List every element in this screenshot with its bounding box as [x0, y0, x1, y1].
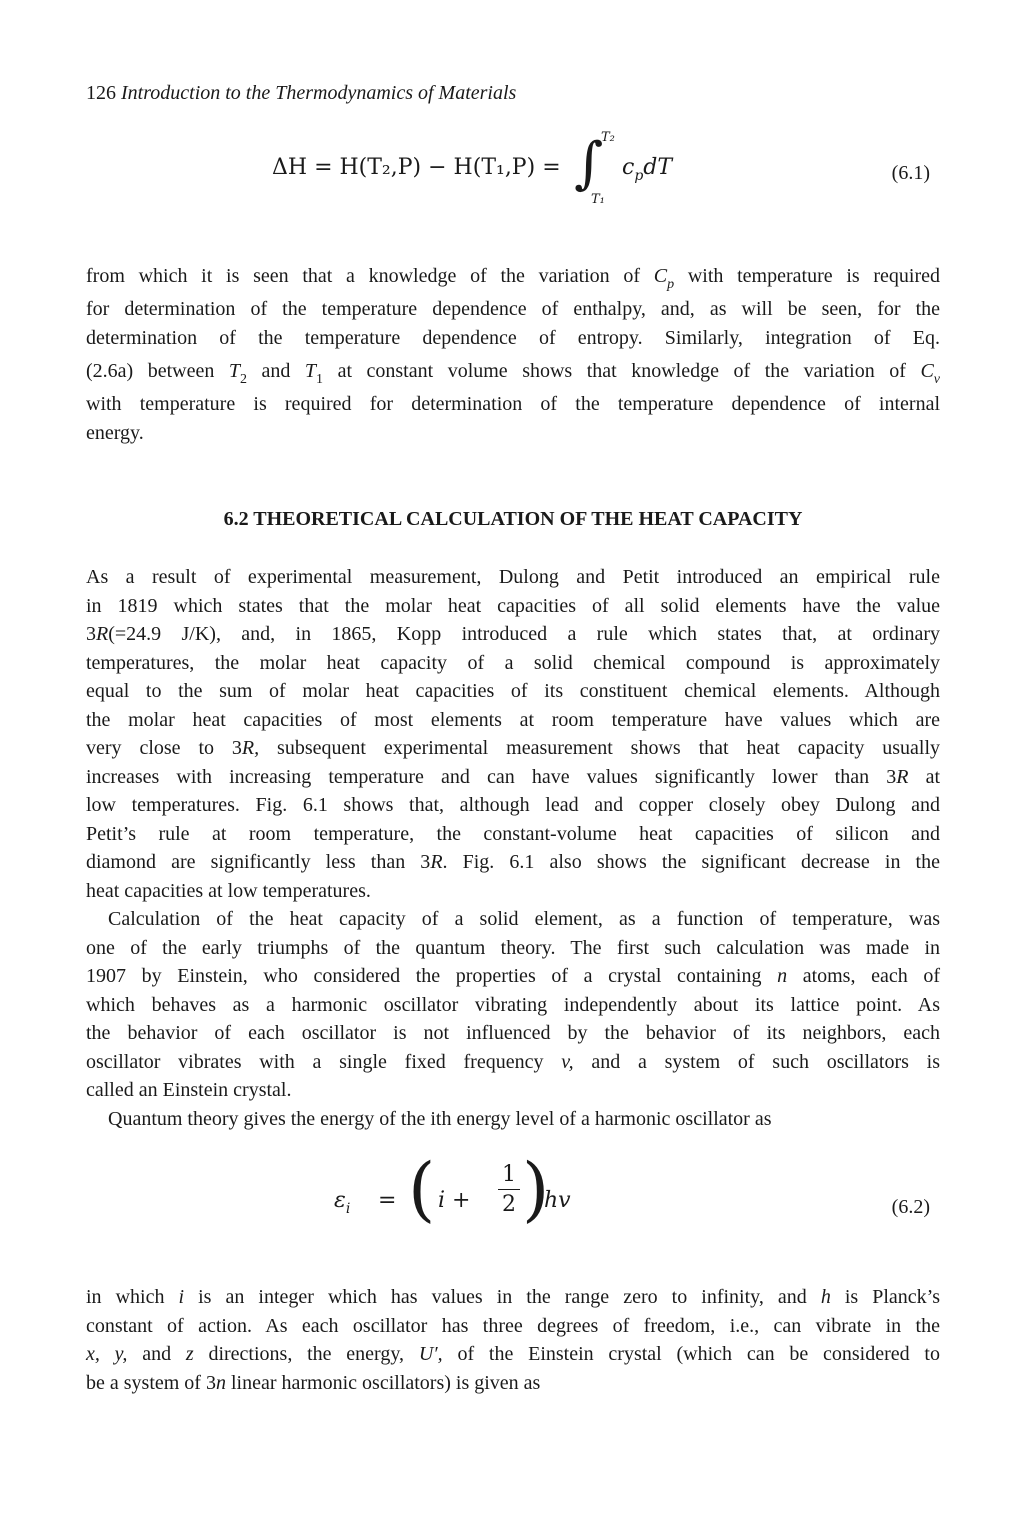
equation-6-1-lhs: ΔH = H(T₂,P) − H(T₁,P) = [272, 155, 561, 180]
fraction-bar [498, 1189, 520, 1190]
book-title: Introduction to the Thermodynamics of Materials [121, 82, 517, 104]
left-paren-icon: ( [408, 1148, 436, 1230]
integral-sign-icon: ∫ [574, 131, 604, 196]
integrand-subscript: p [634, 168, 644, 184]
paragraph-3: in which i is an integer which has values in the range zero to infinity, and h is Planck’s constant of action. As each oscillator has three degrees of freedom, i.e., can vibrate in the x, y, and z directions, the energy, U′, of the Einstein crystal (which can be considered to be a system of 3n linear harmonic oscillators) is given as [86, 1286, 940, 1394]
epsilon-subscript: i [345, 1201, 351, 1217]
fraction-one-half [494, 1162, 524, 1217]
integrand [622, 155, 673, 184]
equation-6-1 [86, 130, 940, 210]
fraction-denominator: 2 [502, 1192, 516, 1217]
index-term: i + [438, 1188, 471, 1213]
epsilon-symbol [334, 1188, 351, 1217]
integrand-symbol: c [622, 155, 635, 180]
right-paren-icon: ) [522, 1148, 550, 1230]
equation-number: (6.2) [891, 1196, 930, 1218]
running-head [86, 80, 516, 106]
paragraph-1: from which it is seen that a knowledge of the variation of $C_p$ with temperature is required for determination of the temperature dependence of enthalpy, and, as will be seen, for the determination of the temperature dependence of entropy. Similarly, integration of Eq. (2.6a) between $T_2$ and $T_1$ at constant volume shows that knowledge of the variation of $C_v$ with temperature is required for determination of the temperature dependence of internal energy. [86, 265, 941, 444]
equation-6-2 [86, 1140, 940, 1250]
upper-limit: T₂ [601, 130, 615, 145]
lower-limit: T₁ [591, 192, 605, 207]
paragraph-2: As a result of experimental measurement, Dulong and Petit introduced an empirical rule in 1819 which states that the molar heat capacities of all solid elements have the value 3R(=24.9 J/K), and, in 1865, Kopp introduced a rule which states that, at ordinary temperatures, the molar heat capacity of a solid chemical compound is approximately equal to the sum of molar heat capacities of its constituent chemical elements. Although the molar heat capacities of most elements at room temperature have values which are very close to 3R, subsequent experimental measurement shows that heat capacity usually increases with increasing temperature and can have values significantly lower than 3R at low temperatures. Fig. 6.1 shows that, although lead and copper closely obey Dulong and Petit’s rule at room temperature, the constant-volume heat capacities of silicon and diamond are significantly less than 3R. Fig. 6.1 also shows the significant decrease in the heat capacities at low temperatures. Calculation of the heat capacity of a solid element, as a function of temperature, was one of the early triumphs of the quantum theory. The first such calculation was made in 1907 by Einstein, who considered the properties of a crystal containing n atoms, each of which behaves as a harmonic oscillator vibrating independently about its lattice point. As the behavior of each oscillator is not influenced by the behavior of its neighbors, each oscillator vibrates with a single fixed frequency v, and a system of such oscillators is called an Einstein crystal. Quantum theory gives the energy of the ith energy level of a harmonic oscillator as [86, 566, 941, 1130]
hv-term: hv [544, 1188, 571, 1213]
page-number: 126 [86, 82, 116, 104]
epsilon: ε [334, 1188, 346, 1213]
fraction-numerator: 1 [502, 1162, 516, 1187]
section-heading: 6.2 THEORETICAL CALCULATION OF THE HEAT CAPACITY [223, 508, 803, 530]
equals-sign: = [378, 1188, 397, 1213]
differential: dT [643, 155, 673, 180]
equation-number: (6.1) [891, 162, 930, 184]
